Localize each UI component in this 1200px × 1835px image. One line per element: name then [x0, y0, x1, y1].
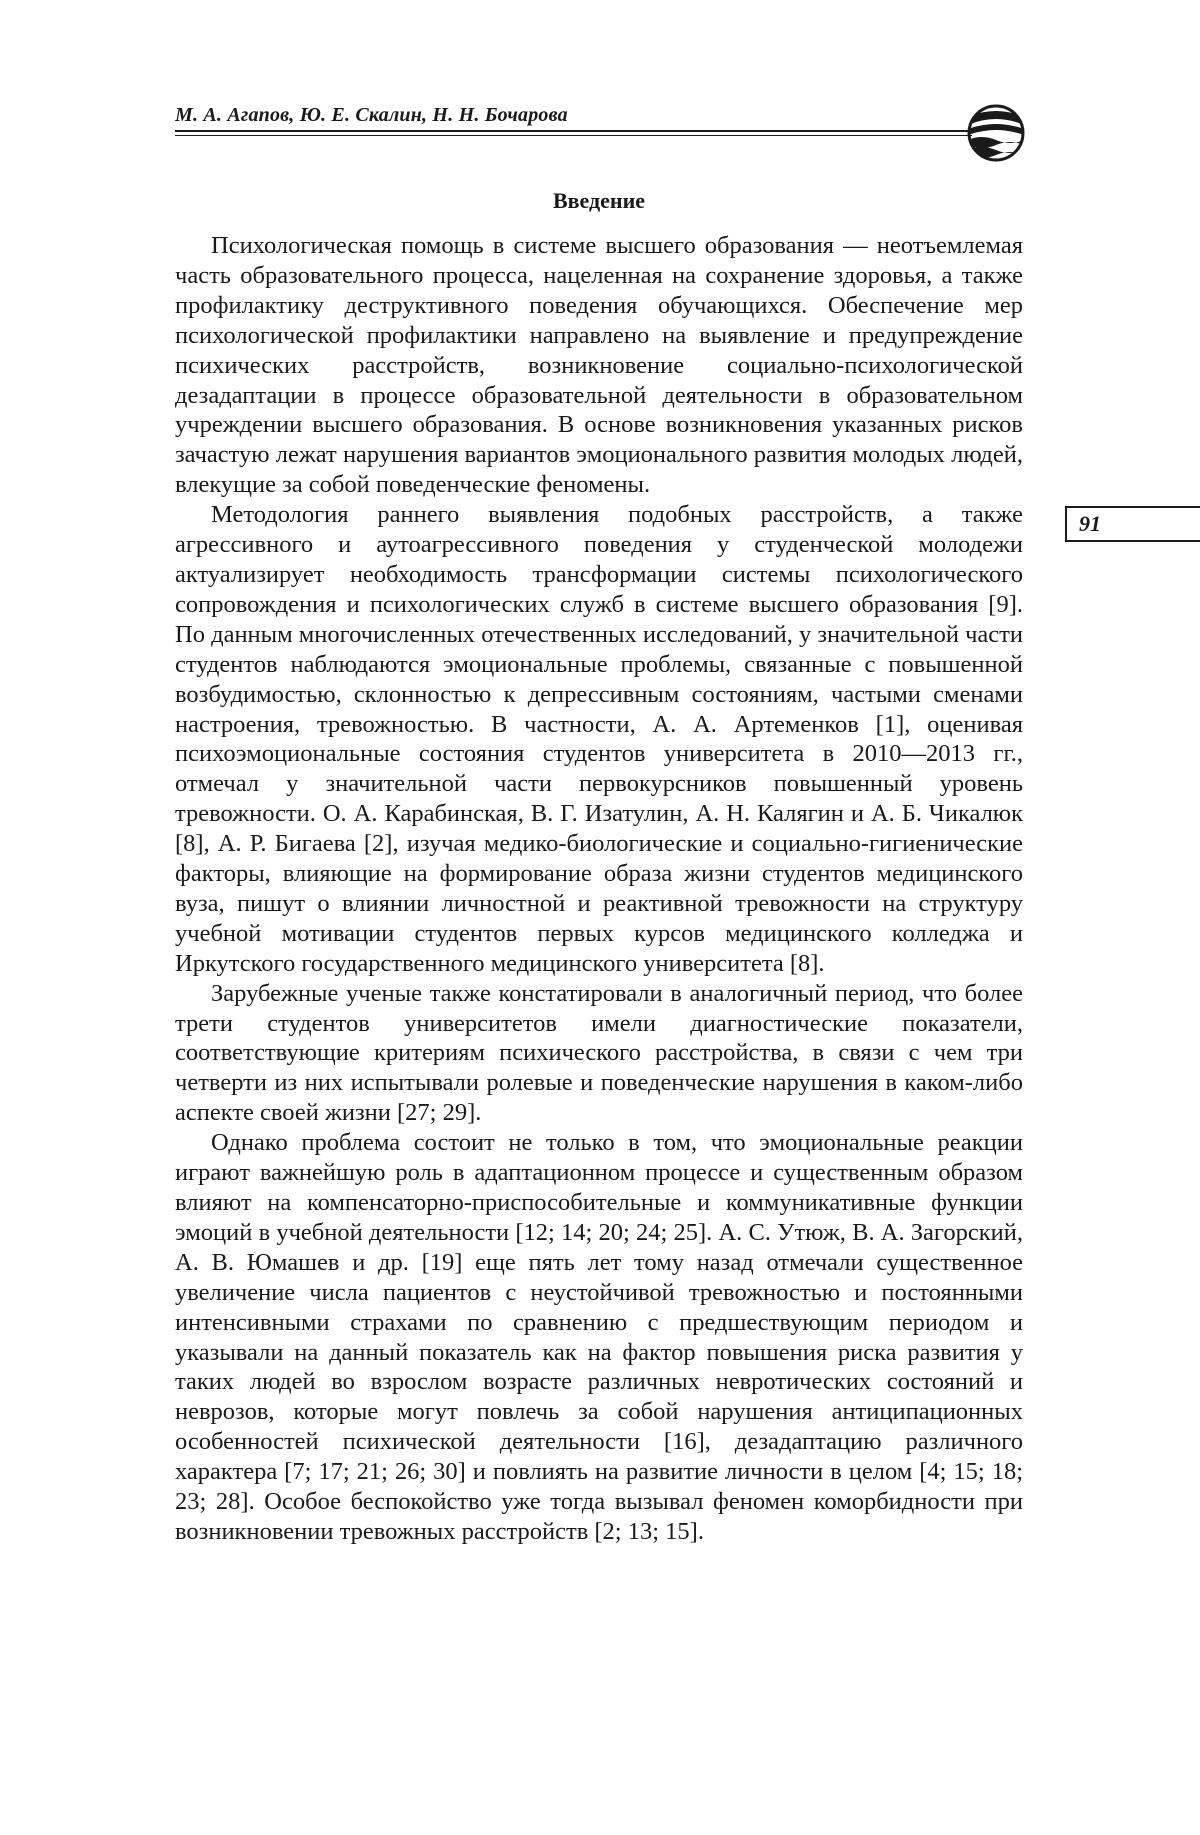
article-body	[175, 231, 1023, 1547]
header-rule-thin	[175, 135, 972, 136]
paragraph-1: Психологическая помощь в системе высшего образования — неотъемлемая часть образовательного процесса, нацеленная на сохранение здоровья, а также профилактику деструктивного поведения обучающихся. Обеспечение мер психологической профилактики направлено на выявление и предупреждение психических расстройств, возникновение социально-психологической дезадаптации в процессе образовательной деятельности в образовательном учреждении высшего образования. В основе возникновения указанных рисков зачастую лежат нарушения вариантов эмоционального развития молодых людей, влекущие за собой поведенческие феномены.	[175, 232, 1023, 499]
paragraph-3: Зарубежные ученые также констатировали в аналогичный период, что более трети студентов университетов имели диагностические показатели, соответствующие критериям психического расстройства, в связи с чем три четверти из них испытывали ролевые и поведенческие нарушения в каком-либо аспекте своей жизни [27; 29].	[175, 979, 1023, 1127]
section-heading: Введение	[552, 188, 646, 213]
running-head-authors: М. А. Агапов, Ю. Е. Скалин, Н. Н. Бочарова	[175, 104, 568, 126]
journal-logo-icon	[966, 103, 1026, 163]
page-number: 91	[1079, 511, 1101, 536]
paragraph-4: Однако проблема состоит не только в том, что эмоциональные реакции играют важнейшую роль в адаптационном процессе и существенным образом влияют на компенсаторно-приспособительные и коммуникативные функции эмоций в учебной деятельности [12; 14; 20; 24; 25]. А. С. Утюж, В. А. Загорский, А. В. Юмашев и др. [19] еще пять лет тому назад отмечали существенное увеличение числа пациентов с неустойчивой тревожностью и постоянными интенсивными страхами по сравнению с предшествующим периодом и указывали на данный показатель как на фактор повышения риска развития у таких людей во взрослом возрасте различных невротических состояний и неврозов, которые могут повлечь за собой нарушения антиципационных особенностей психической деятельности [16], дезадаптацию различного характера [7; 17; 21; 26; 30] и повлиять на развитие личности в целом [4; 15; 18; 23; 28]. Особое беспокойство уже тогда вызывал феномен коморбидности при возникновении тревожных расстройств [2; 13; 15].	[175, 1129, 1023, 1545]
page-number-tab	[1065, 506, 1200, 542]
header-rule-thick	[175, 130, 972, 132]
paragraph-2: Методология раннего выявления подобных расстройств, а также агрессивного и аутоагрессивного поведения у студенческой молодежи актуализирует необходимость трансформации системы психологического сопровождения и психологических служб в системе высшего образования [9]. По данным многочисленных отечественных исследований, у значительной части студентов наблюдаются эмоциональные проблемы, связанные с повышенной возбудимостью, склонностью к депрессивным состояниям, частыми сменами настроения, тревожностью. В частности, А. А. Артеменков [1], оценивая психоэмоциональные состояния студентов университета в 2010—2013 гг., отмечал у значительной части первокурсников повышенный уровень тревожности. О. А. Карабинская, В. Г. Изатулин, А. Н. Калягин и А. Б. Чикалюк [8], А. Р. Бигаева [2], изучая медико-биологические и социально-гигиенические факторы, влияющие на формирование образа жизни студентов медицинского вуза, пишут о влиянии личностной и реактивной тревожности на структуру учебной мотивации студентов первых курсов медицинского колледжа и Иркутского государственного медицинского университета [8].	[175, 501, 1023, 977]
